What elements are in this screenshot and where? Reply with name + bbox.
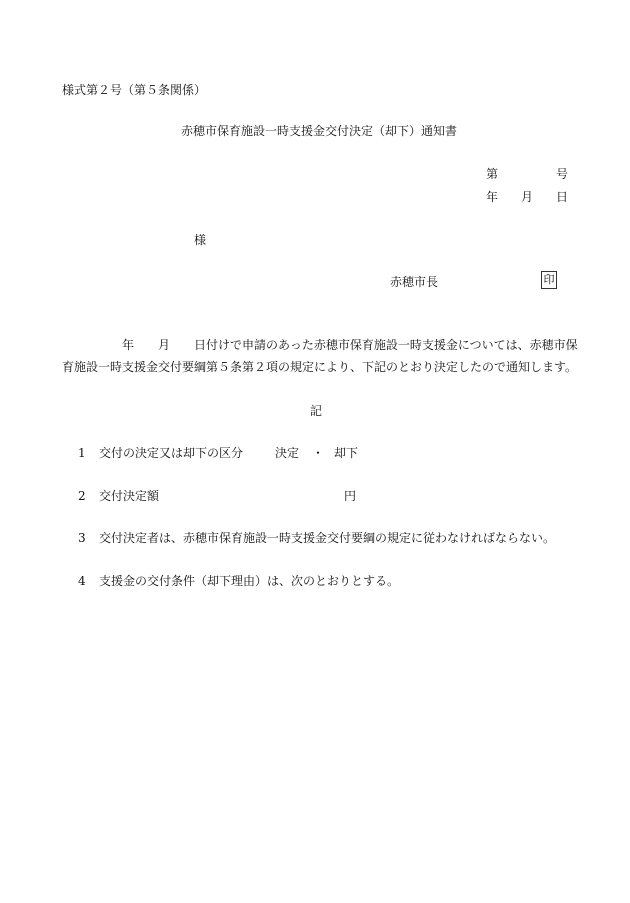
seal-stamp: 印: [541, 271, 557, 289]
date-month-label: 月: [521, 190, 534, 204]
option-separator: ・: [312, 446, 325, 460]
rejection-option: 却下: [334, 446, 359, 460]
body-paragraph-line-2: 育施設一時支援金交付要綱第５条第２項の規定により、下記のとおり決定したので通知します。: [62, 360, 578, 374]
item-label: 支援金の交付条件（却下理由）は、次のとおりとする。: [99, 574, 400, 588]
amount-unit: 円: [344, 489, 357, 503]
item-label: 交付決定額: [99, 489, 160, 503]
document-number-label: 第: [486, 167, 499, 181]
date-day-label: 日: [556, 190, 569, 204]
body-year-label: 年: [122, 338, 135, 352]
item-number: 2: [78, 489, 86, 503]
addressee-honorific: 様: [194, 233, 207, 247]
document-number-suffix: 号: [556, 167, 569, 181]
body-text-line-1: 日付けで申請のあった赤穂市保育施設一時支援金については、赤穂市保: [194, 338, 578, 352]
ki-heading: 記: [310, 404, 323, 418]
body-month-label: 月: [158, 338, 171, 352]
document-title: 赤穂市保育施設一時支援金交付決定（却下）通知書: [181, 124, 458, 138]
item-number: 1: [78, 446, 86, 460]
issuer-title: 赤穂市長: [390, 275, 439, 289]
item-label: 交付決定者は、赤穂市保育施設一時支援金交付要綱の規定に従わなければならない。: [99, 531, 556, 545]
item-number: 3: [78, 531, 86, 545]
body-paragraph-line-1: [122, 337, 578, 353]
item-label: 交付の決定又は却下の区分: [99, 446, 244, 460]
item-number: 4: [78, 574, 86, 588]
form-number: 様式第２号（第５条関係）: [62, 83, 207, 97]
date-year-label: 年: [486, 190, 499, 204]
decision-option: 決定: [275, 446, 300, 460]
